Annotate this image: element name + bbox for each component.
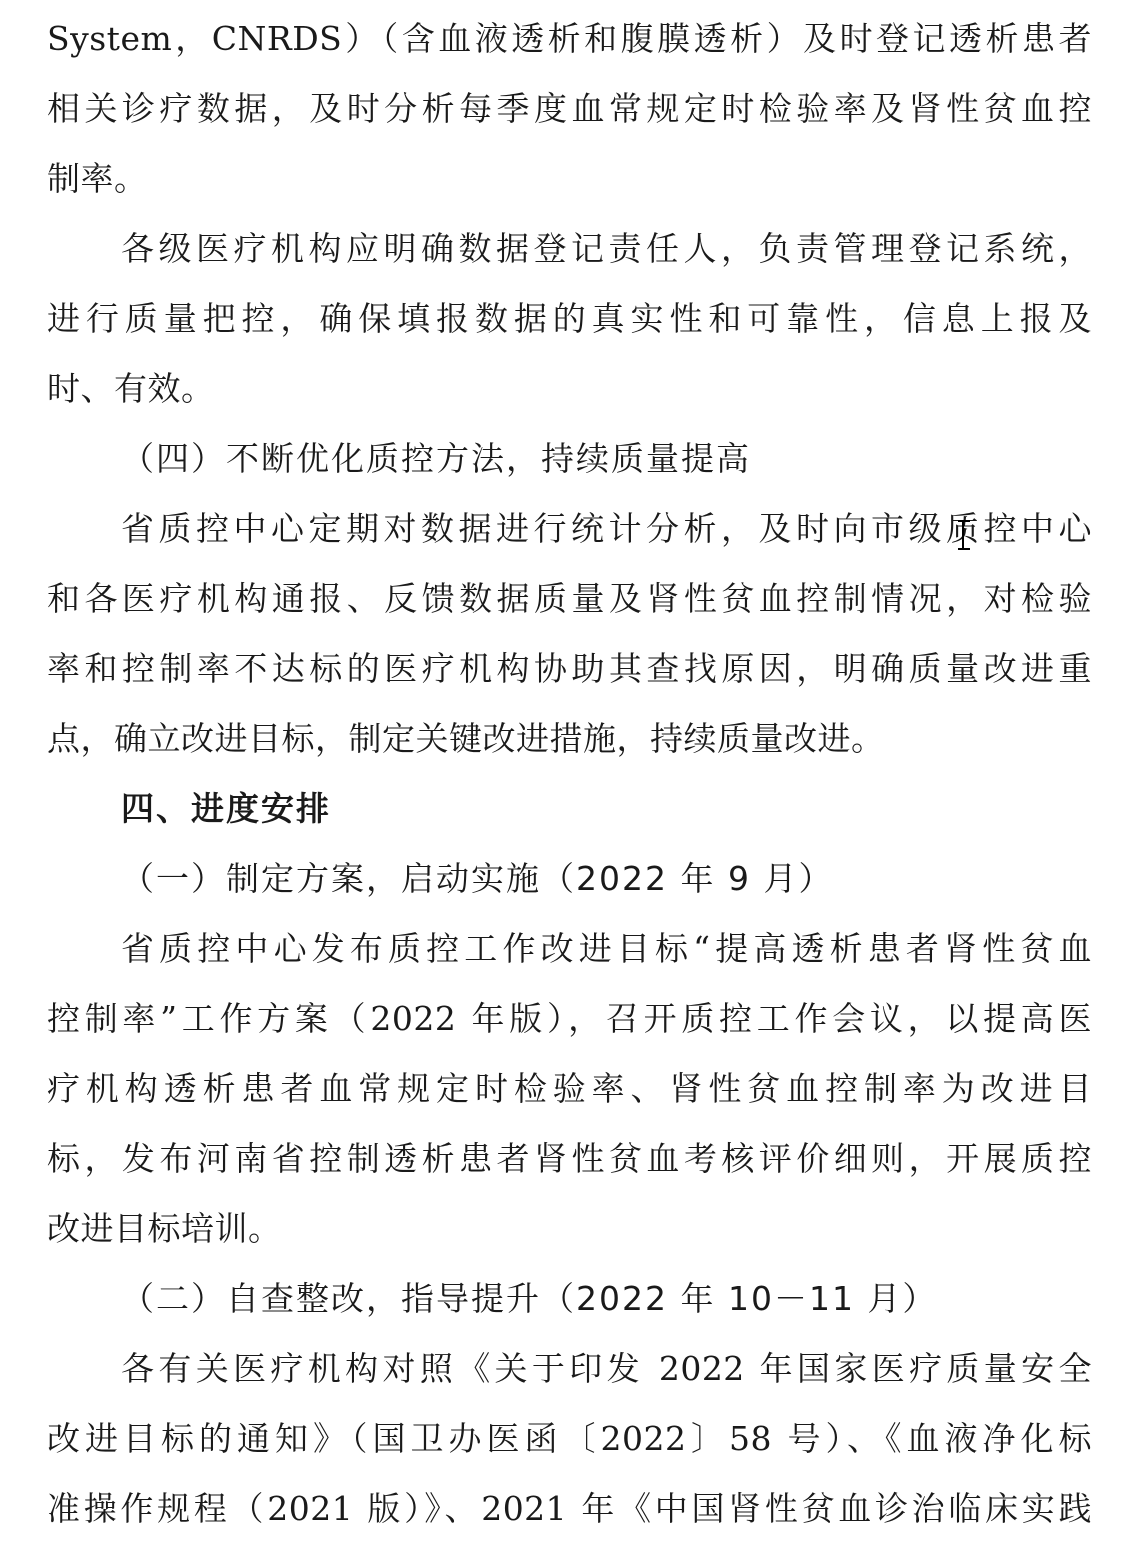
paragraph-line: 制率。: [47, 159, 148, 198]
text-cursor-icon: [962, 520, 976, 550]
document-page: [47, 0, 1092, 1544]
paragraph-line: 省质控中心发布质控工作改进目标“提高透析患者肾性贫血: [121, 929, 1092, 968]
paragraph-line: 标，发布河南省控制透析患者肾性贫血考核评价细则，开展质控: [47, 1139, 1092, 1178]
paragraph-line: System，CNRDS）（含血液透析和腹膜透析）及时登记透析患者: [47, 19, 1092, 58]
paragraph-line: 各有关医疗机构对照《关于印发 2022 年国家医疗质量安全: [121, 1349, 1092, 1388]
section-heading: 四、进度安排: [121, 789, 331, 828]
paragraph-line: 时、有效。: [47, 369, 215, 408]
paragraph-line: 准操作规程（2021 版）》、2021 年《中国肾性贫血诊治临床实践: [47, 1489, 1092, 1528]
paragraph-line: 控制率”工作方案（2022 年版），召开质控工作会议，以提高医: [47, 999, 1092, 1038]
paragraph-line: 相关诊疗数据，及时分析每季度血常规定时检验率及肾性贫血控: [47, 89, 1092, 128]
paragraph-line: 进行质量把控，确保填报数据的真实性和可靠性，信息上报及: [47, 299, 1092, 338]
paragraph-line: 率和控制率不达标的医疗机构协助其查找原因，明确质量改进重: [47, 649, 1092, 688]
paragraph-line: 疗机构透析患者血常规定时检验率、肾性贫血控制率为改进目: [47, 1069, 1092, 1108]
subsection-heading: （一）制定方案，启动实施（2022 年 9 月）: [121, 859, 834, 898]
subsection-heading: （二）自查整改，指导提升（2022 年 10－11 月）: [121, 1279, 938, 1318]
paragraph-line: 和各医疗机构通报、反馈数据质量及肾性贫血控制情况，对检验: [47, 579, 1092, 618]
subsection-heading: （四）不断优化质控方法，持续质量提高: [121, 439, 751, 478]
paragraph-line: 改进目标培训。: [47, 1209, 282, 1248]
paragraph-line: 省质控中心定期对数据进行统计分析，及时向市级质控中心: [121, 509, 1092, 548]
paragraph-line: 改进目标的通知》（国卫办医函〔2022〕58 号）、《血液净化标: [47, 1419, 1092, 1458]
paragraph-line: 点，确立改进目标，制定关键改进措施，持续质量改进。: [47, 719, 885, 758]
paragraph-line: 各级医疗机构应明确数据登记责任人，负责管理登记系统，: [121, 229, 1092, 268]
